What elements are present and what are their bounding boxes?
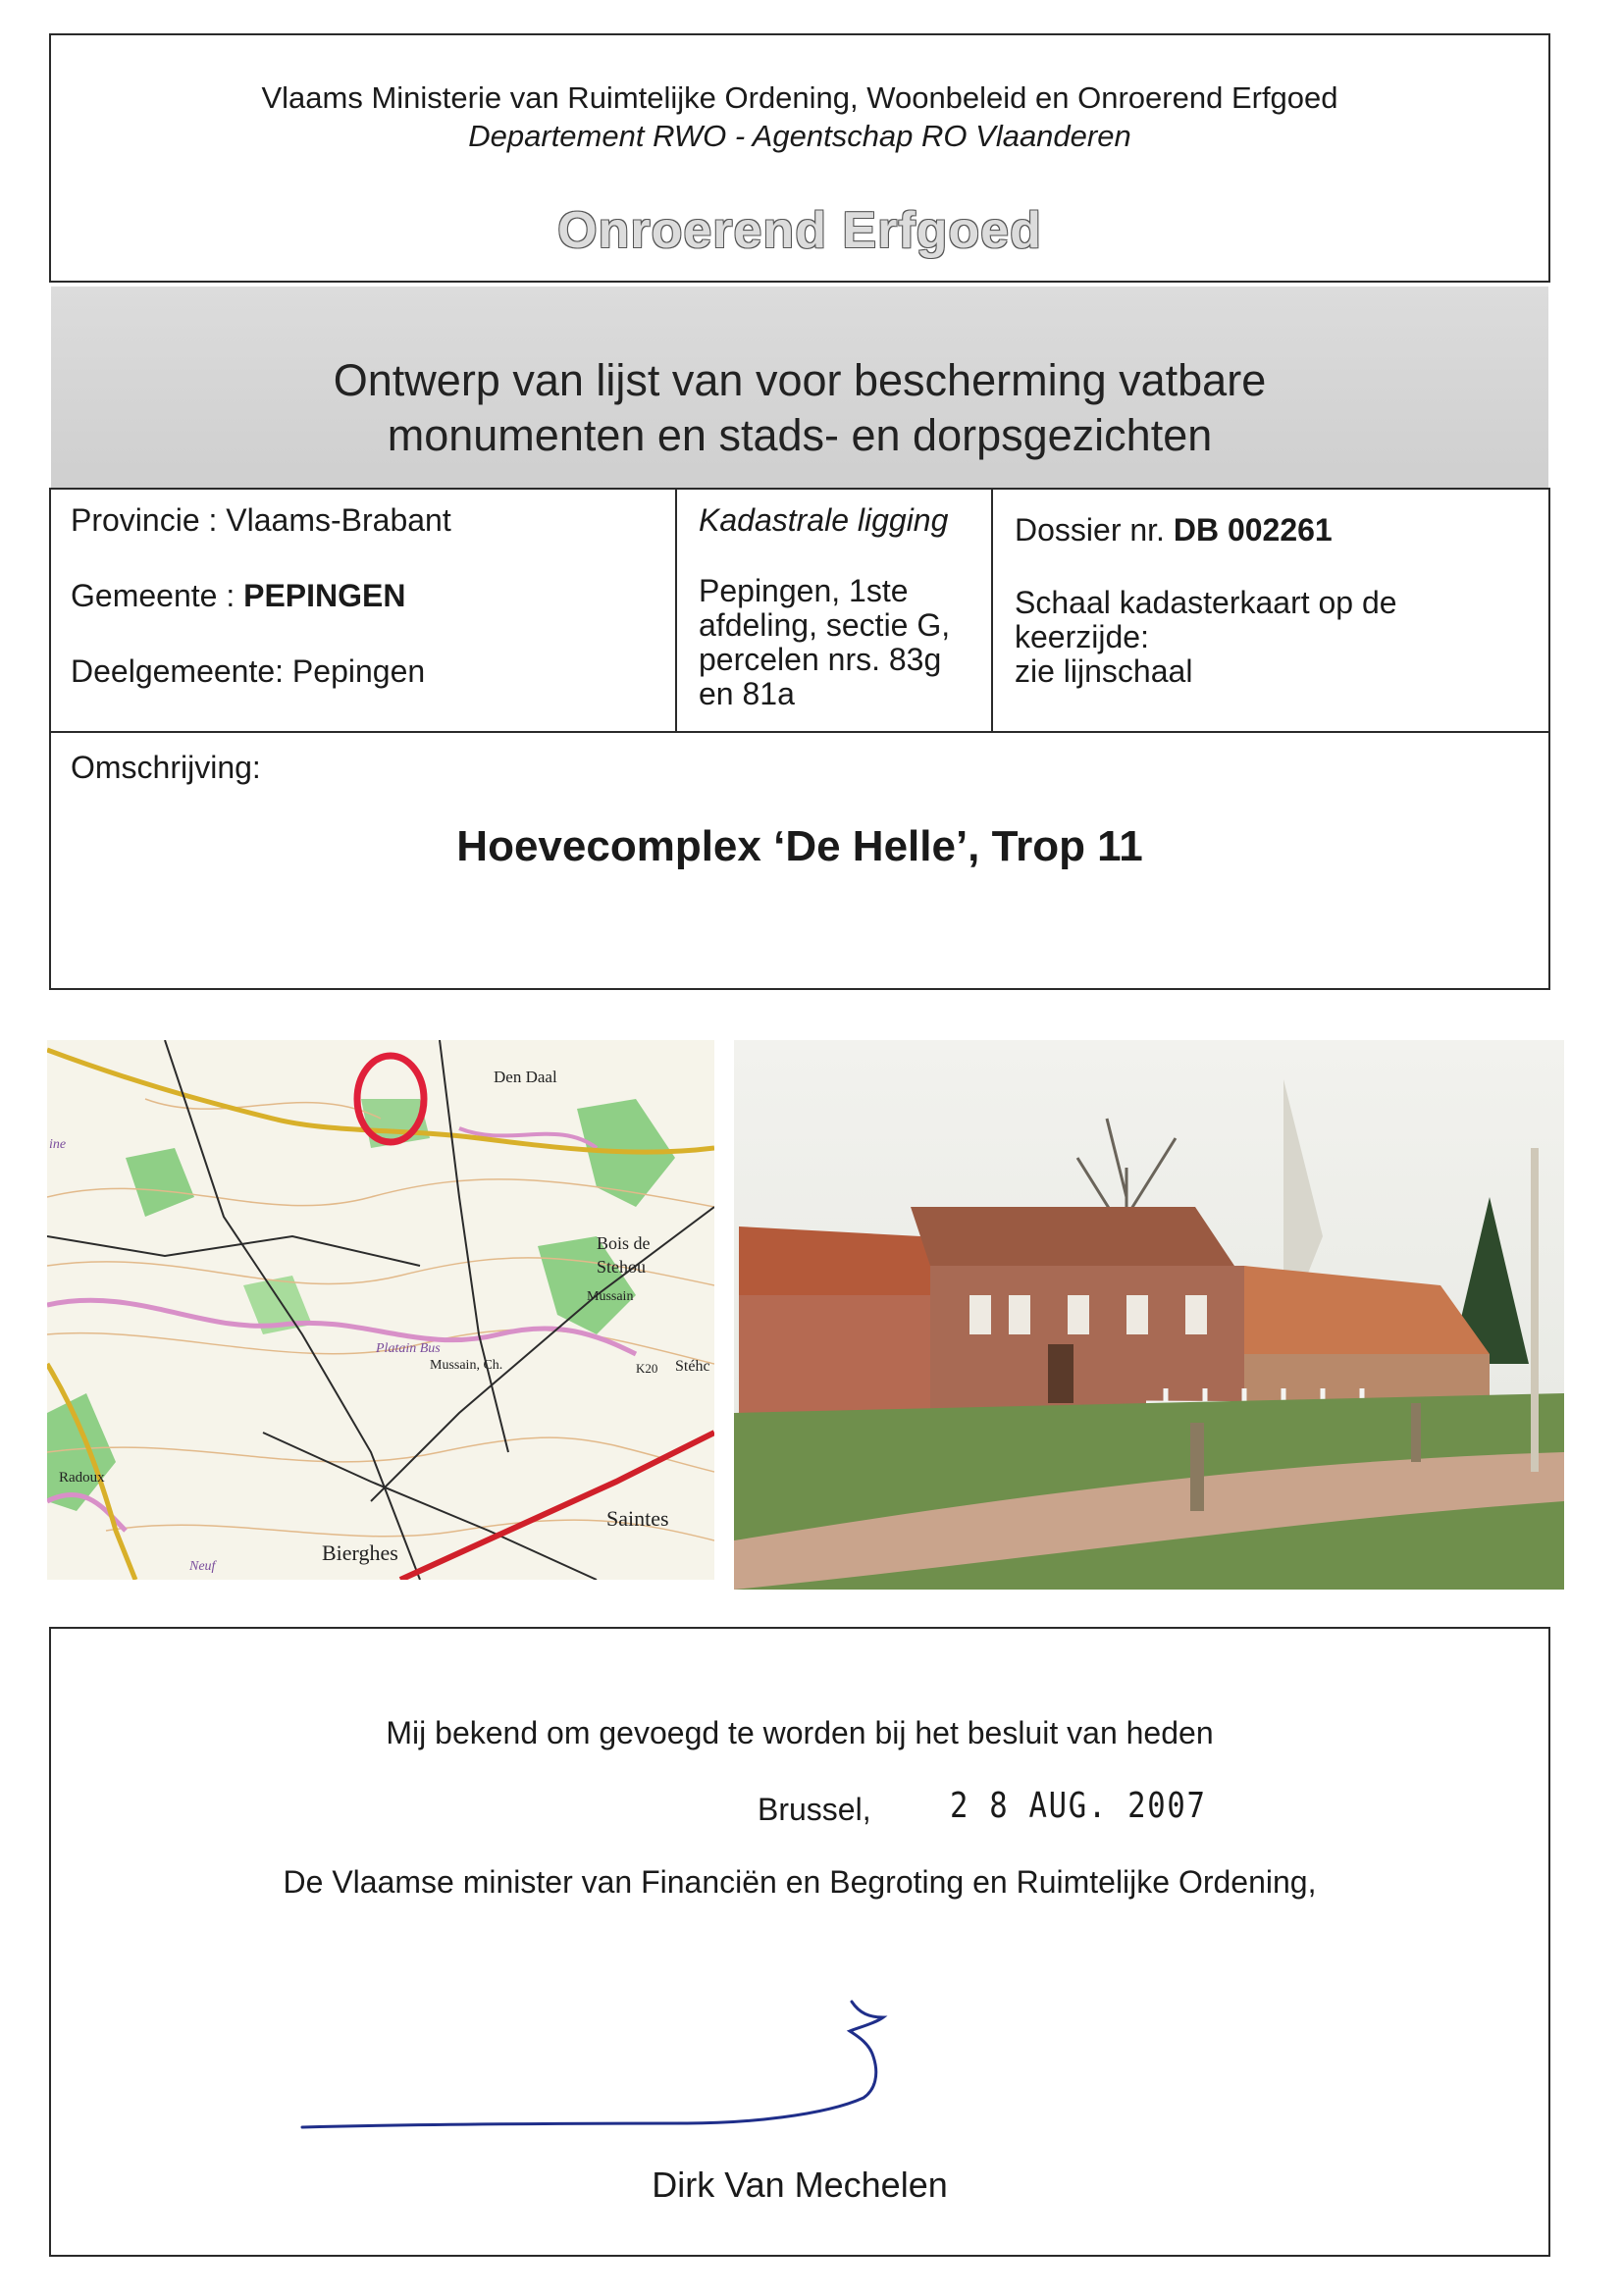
description-label: Omschrijving: [71,750,261,785]
label-neuf: Neuf [189,1559,216,1574]
house-wall [930,1266,1244,1413]
provincie-row [71,500,451,540]
utility-pole [1531,1148,1539,1472]
label-k20: K20 [636,1361,658,1376]
table-row-divider [49,731,1550,733]
label-stehc: Stéhc [675,1358,710,1375]
label-saintes: Saintes [606,1506,669,1531]
gemeente-row [71,576,405,615]
signature [294,1992,903,2149]
object-title: Hoevecomplex ‘De Helle’, Trop 11 [456,822,1143,870]
brand-logo-text: Onroerend Erfgoed [557,202,1042,259]
ministry-block [49,78,1550,155]
info-table [49,488,1550,990]
signatory-name: Dirk Van Mechelen [652,2165,948,2205]
table-divider-2 [991,488,993,733]
cadastre-line2: afdeling, sectie G, [699,607,951,643]
scale-line3: zie lijnschaal [1015,653,1193,689]
farm-photo [734,1040,1564,1590]
list-title-line2: monumenten en stads- en dorpsgezichten [387,410,1213,460]
provincie-value: Vlaams-Brabant [226,502,451,538]
label-den-daal: Den Daal [494,1068,557,1086]
signature-stroke [302,2002,883,2127]
gemeente-value: PEPINGEN [243,578,406,613]
list-title [51,353,1548,463]
fence-post [1411,1403,1421,1462]
cadastre-line3: percelen nrs. 83g [699,642,942,677]
scale-line2: keerzijde: [1015,619,1149,654]
provincie-label: Provincie : [71,502,218,538]
cadastre-line4: en 81a [699,676,795,711]
list-title-line1: Ontwerp van lijst van voor bescherming vatbare [333,355,1267,405]
dossier-number: DB 002261 [1173,512,1333,548]
deelgemeente-row [71,652,425,691]
label-radoux: Radoux [59,1470,105,1486]
scale-line1: Schaal kadasterkaart op de [1015,585,1397,620]
gemeente-label: Gemeente : [71,578,236,613]
ministry-name: Vlaams Ministerie van Ruimtelijke Ordening, Woonbeleid en Onroerend Erfgoed [261,80,1338,115]
label-bois-de: Bois de [597,1233,651,1253]
label-bierghes: Bierghes [322,1540,398,1565]
declaration-line: Mij bekend om gevoegd te worden bij het besluit van heden [386,1715,1214,1750]
house-roof [911,1207,1234,1266]
fence-post [1190,1423,1204,1511]
scale-note [1015,586,1397,689]
cadastre-details [699,574,950,711]
deelgemeente-value: Pepingen [291,653,426,689]
cadastre-heading: Kadastrale ligging [699,502,949,538]
house-door [1048,1344,1073,1403]
label-mussain-ch: Mussain, Ch. [430,1358,503,1373]
label-platain-bus: Platain Bus [376,1341,441,1356]
minister-line: De Vlaamse minister van Financiën en Begroting en Ruimtelijke Ordening, [283,1864,1317,1900]
cadastre-line1: Pepingen, 1ste [699,573,909,608]
department-name: Departement RWO - Agentschap RO Vlaanderen [468,119,1131,153]
label-ine: ine [49,1137,67,1152]
dossier-label: Dossier nr. [1015,512,1165,548]
topographic-map [47,1040,714,1580]
label-stehou: Stehou [597,1257,647,1277]
declaration-place: Brussel, [758,1792,871,1827]
deelgemeente-label: Deelgemeente: [71,653,285,689]
table-divider-1 [675,488,677,733]
label-mussain: Mussain [587,1289,634,1304]
date-stamp: 2 8 AUG. 2007 [950,1786,1207,1826]
dossier-row [1015,510,1333,549]
